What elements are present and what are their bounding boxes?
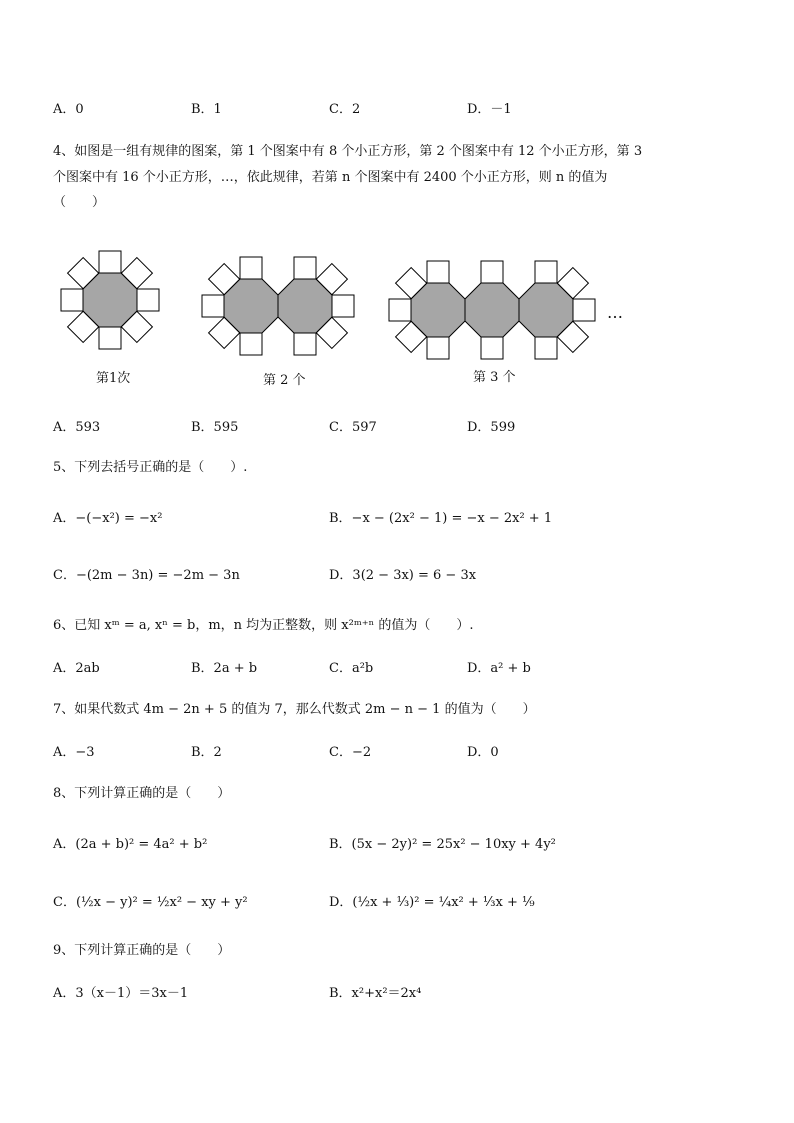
figure-ellipsis: … [607, 303, 623, 322]
q4-option-a: A．593 [53, 420, 101, 435]
figure-label-3: 第 3 个 [473, 370, 516, 385]
q8-option-b: B．(5x − 2y)² = 25x² − 10xy + 4y² [329, 837, 556, 852]
q8-option-c: C．(½x − y)² = ½x² − xy + y² [53, 895, 248, 910]
q7-option-a: A．−3 [53, 745, 95, 760]
q5-option-a: A．−(−x²) = −x² [53, 511, 163, 526]
q4-stem-line1: 4、如图是一组有规律的图案，第 1 个图案中有 8 个小正方形，第 2 个图案中有 12 个小正方形，第 3 [53, 144, 643, 159]
q8-option-a: A．(2a + b)² = 4a² + b² [53, 837, 208, 852]
q4-option-d: D．599 [467, 420, 516, 435]
q6-option-a: A．2ab [53, 661, 100, 676]
q3-option-d: D．－1 [467, 102, 512, 117]
q5-stem: 5、下列去括号正确的是（ ）. [53, 460, 248, 475]
q8-option-d: D．(½x + ⅓)² = ¼x² + ⅓x + ⅑ [329, 895, 535, 910]
pattern-2 [202, 257, 354, 355]
q7-option-d: D．0 [467, 745, 499, 760]
figure-label-1: 第1次 [96, 371, 131, 386]
pattern-3 [389, 261, 595, 359]
q5-option-c: C．−(2m − 3n) = −2m − 3n [53, 568, 240, 583]
q8-stem: 8、下列计算正确的是（ ） [53, 786, 231, 801]
q4-option-c: C．597 [329, 420, 377, 435]
q3-option-b: B．1 [191, 102, 222, 117]
figure-label-2: 第 2 个 [263, 373, 306, 388]
q7-option-c: C．−2 [329, 745, 372, 760]
octagon-pattern-figure [0, 0, 794, 400]
q9-option-b: B．x²+x²＝2x⁴ [329, 986, 422, 1001]
q3-option-a: A．0 [53, 102, 84, 117]
q9-option-a: A．3（x－1）＝3x－1 [53, 986, 189, 1001]
q5-option-b: B．−x − (2x² − 1) = −x − 2x² + 1 [329, 511, 553, 526]
q6-option-c: C．a²b [329, 661, 374, 676]
pattern-1 [61, 251, 159, 349]
q4-option-b: B．595 [191, 420, 239, 435]
q4-stem-line3: （ ） [53, 195, 106, 210]
q6-stem: 6、已知 xᵐ = a, xⁿ = b，m，n 均为正整数，则 x²ᵐ⁺ⁿ 的值为（ ）. [53, 618, 474, 633]
q6-option-b: B．2a + b [191, 661, 258, 676]
q7-option-b: B．2 [191, 745, 222, 760]
q7-stem: 7、如果代数式 4m − 2n + 5 的值为 7，那么代数式 2m − n − 1 的值为（ ） [53, 702, 536, 717]
q4-stem-line2: 个图案中有 16 个小正方形，…，依此规律，若第 n 个图案中有 2400 个小正方形，则 n 的值为 [53, 170, 608, 185]
q3-option-c: C．2 [329, 102, 361, 117]
q6-option-d: D．a² + b [467, 661, 531, 676]
q9-stem: 9、下列计算正确的是（ ） [53, 943, 231, 958]
q5-option-d: D．3(2 − 3x) = 6 − 3x [329, 568, 477, 583]
